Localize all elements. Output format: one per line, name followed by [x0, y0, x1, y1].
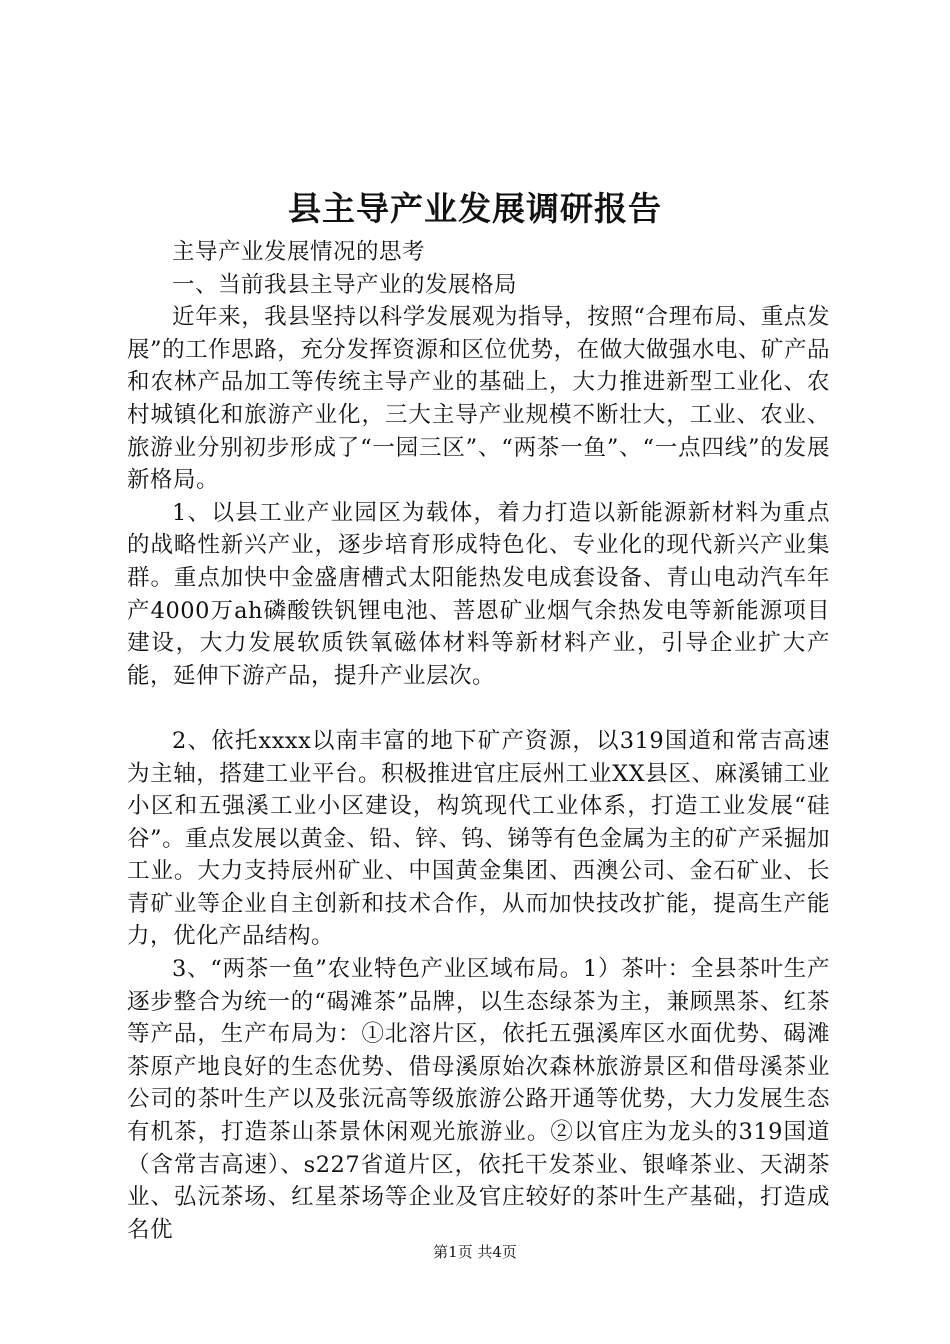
body-paragraph: 近年来，我县坚持以科学发展观为指导，按照“合理布局、重点发展”的工作思路，充分发挥资源和区位优势，在做大做强水电、矿产品和农林产品加工等传统主导产业的基础上，大力推进新型工业化、农村城镇化和旅游产业化，三大主导产业规模不断壮大，工业、农业、旅游业分别初步形成了“一园三区”、“两茶一鱼”、“一点四线”的发展新格局。	[127, 304, 830, 494]
section-heading: 一、当前我县主导产业的发展格局	[172, 271, 518, 298]
subtitle-paragraph: 主导产业发展情况的思考	[172, 239, 426, 265]
page-number-footer: 第1页 共4页	[433, 1243, 517, 1261]
document-title: 县主导产业发展调研报告	[288, 189, 662, 228]
body-paragraph: 3、“两茶一鱼”农业特色产业区域布局。1）茶叶：全县茶叶生产逐步整合为统一的“碣滩茶”品牌，以生态绿茶为主，兼顾黑茶、红茶等产品，生产布局为：①北溶片区，依托五强溪库区水面优势、碣滩茶原产地良好的生态优势、借母溪原始次森林旅游景区和借母溪茶业公司的茶叶生产以及张沅高等级旅游公路开通等优势，大力发展生态有机茶，打造茶山茶景休闲观光旅游业。②以官庄为龙头的319国道（含常吉高速）、s227省道片区，依托干发茶业、银峰茶业、天湖茶业、弘沅茶场、红星茶场等企业及官庄较好的茶叶生产基础，打造成名优	[127, 956, 830, 1243]
body-paragraph: 1、以县工业产业园区为载体，着力打造以新能源新材料为重点的战略性新兴产业，逐步培育形成特色化、专业化的现代新兴产业集群。重点加快中金盛唐槽式太阳能热发电成套设备、青山电动汽车年产4000万ah磷酸铁钒锂电池、菩恩矿业烟气余热发电等新能源项目建设，大力发展软质铁氧磁体材料等新材料产业，引导企业扩大产能，延伸下游产品，提升产业层次。	[127, 499, 830, 689]
document-body	[127, 236, 830, 1246]
body-paragraph: 2、依托xxxx以南丰富的地下矿产资源，以319国道和常吉高速为主轴，搭建工业平台。积极推进官庄辰州工业XX县区、麻溪铺工业小区和五强溪工业小区建设，构筑现代工业体系，打造工业发展“硅谷”。重点发展以黄金、铅、锌、钨、锑等有色金属为主的矿产采掘加工业。大力支持辰州矿业、中国黄金集团、西澳公司、金石矿业、长青矿业等企业自主创新和技术合作，从而加快技改扩能，提高生产能力，优化产品结构。	[127, 727, 830, 950]
